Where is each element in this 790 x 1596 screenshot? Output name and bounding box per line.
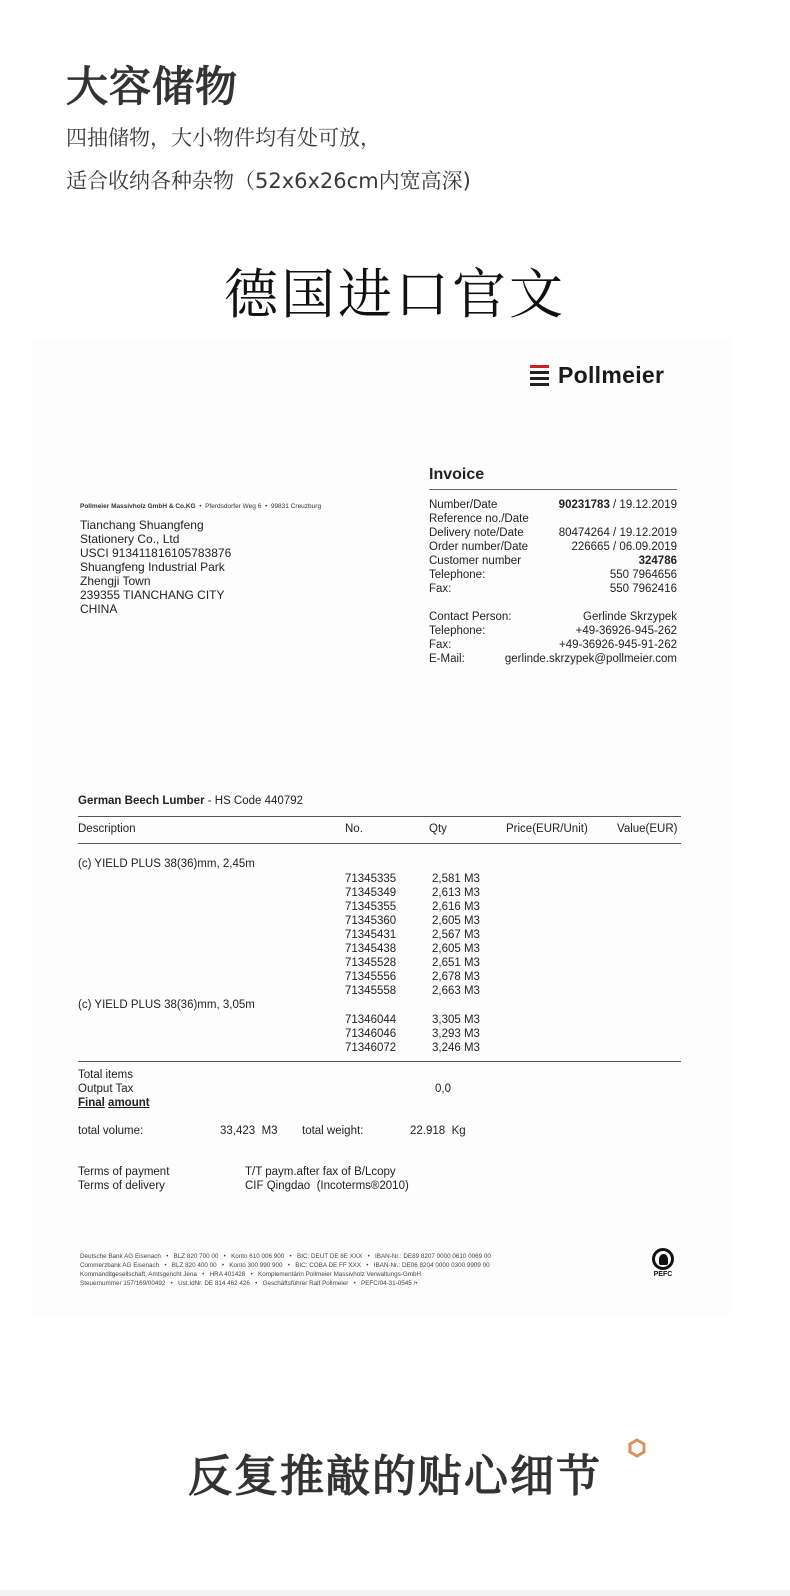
pollmeier-logo: [530, 362, 664, 389]
total-weight-label: total weight:: [302, 1125, 364, 1137]
item-number: 71345335: [345, 873, 397, 885]
address-line: CHINA: [80, 602, 118, 616]
contact-label: E-Mail:: [429, 653, 465, 665]
column-header-price: Price(EUR/Unit): [506, 823, 588, 835]
meta-label: Delivery note/Date: [429, 527, 524, 539]
customer-number: 324786: [638, 555, 677, 567]
final-amount-label: [78, 1097, 150, 1109]
item-qty: 2,581 M3: [432, 873, 480, 885]
item-qty: 3,246 M3: [432, 1042, 480, 1054]
intro-section: [0, 0, 790, 230]
meta-row-customer-number: [429, 554, 677, 568]
section-description-line-2: 适合收纳各种杂物（52x6x26cm内宽高深): [66, 169, 471, 193]
address-line: 239355 TIANCHANG CITY: [80, 588, 225, 602]
address-line: USCI 913411816105783876: [80, 546, 232, 560]
contact-value: Gerlinde Skrzypek: [583, 611, 677, 623]
item-group-label: (c) YIELD PLUS 38(36)mm, 2,45m: [78, 858, 255, 870]
item-number: 71345431: [345, 929, 397, 941]
contact-label: Fax:: [429, 639, 452, 651]
item-number: 71345355: [345, 901, 397, 913]
address-line: Shuangfeng Industrial Park: [80, 560, 225, 574]
contact-fax-row: [429, 638, 677, 652]
item-number: 71345360: [345, 915, 397, 927]
sender-company: Pollmeier Massivholz GmbH & Co.KG: [80, 503, 196, 510]
terms-delivery-label: Terms of delivery: [78, 1180, 165, 1192]
contact-email: gerlinde.skrzypek@pollmeier.com: [504, 653, 677, 665]
invoice-number: 90231783: [558, 499, 610, 511]
item-qty: 2,678 M3: [432, 971, 480, 983]
terms-delivery-value: CIF Qingdao (Incoterms®2010): [245, 1180, 409, 1192]
item-group-label: (c) YIELD PLUS 38(36)mm, 3,05m: [78, 999, 255, 1011]
pefc-logo: [646, 1248, 680, 1278]
meta-row-delivery-note: [429, 526, 677, 540]
meta-value: 80474264 / 19.12.2019: [558, 527, 677, 539]
table-bottom-rule: [78, 1061, 681, 1062]
address-line: Zhengji Town: [80, 574, 151, 588]
column-header-description: Description: [78, 823, 136, 835]
hs-code: - HS Code 440792: [204, 795, 303, 807]
item-qty: 3,293 M3: [432, 1028, 480, 1040]
item-qty: 2,616 M3: [432, 901, 480, 913]
terms-payment-label: Terms of payment: [78, 1166, 170, 1178]
total-volume-label: total volume:: [78, 1125, 144, 1137]
meta-value: 226665 / 06.09.2019: [571, 541, 677, 553]
meta-row-telephone: [429, 568, 677, 582]
meta-label: Fax:: [429, 583, 452, 595]
amount-word: amount: [108, 1097, 150, 1109]
meta-label: Customer number: [429, 555, 522, 567]
output-tax-value: 0,0: [435, 1083, 451, 1095]
column-header-qty: Qty: [429, 823, 447, 835]
item-number: 71345558: [345, 985, 397, 997]
total-volume-value: 33,423 M3: [220, 1125, 278, 1137]
item-number: 71346072: [345, 1042, 397, 1054]
document-title: 德国进口官文: [224, 263, 566, 326]
meta-label: Number/Date: [429, 499, 498, 511]
bottom-divider: [0, 1590, 790, 1596]
recipient-address: [80, 518, 231, 616]
product-name: German Beech Lumber: [78, 795, 205, 807]
meta-value: 550 7962416: [609, 583, 677, 595]
item-number: 71345438: [345, 943, 397, 955]
contact-telephone-row: [429, 624, 677, 638]
logo-text: Pollmeier: [558, 362, 665, 388]
contact-label: Contact Person:: [429, 611, 512, 623]
meta-row-fax: [429, 582, 677, 596]
invoice-date: / 19.12.2019: [609, 499, 677, 511]
meta-value: 550 7964656: [609, 569, 677, 581]
meta-label: Reference no./Date: [429, 513, 529, 525]
item-qty: 2,605 M3: [432, 943, 480, 955]
total-weight-value: 22.918 Kg: [410, 1125, 466, 1137]
hexagon-icon: [628, 1438, 646, 1458]
contact-label: Telephone:: [429, 625, 486, 637]
address-line: Tianchang Shuangfeng: [80, 518, 204, 532]
item-number: 71345528: [345, 957, 397, 969]
item-number: 71346044: [345, 1014, 397, 1026]
item-number: 71346046: [345, 1028, 397, 1040]
footer-register-line: Kommanditgesellschaft, Amtsgericht Jena • HRA 401428 • Komplementärin Pollmeier Massivholz Verwaltungs-GmbH: [80, 1271, 422, 1278]
column-header-value: Value(EUR): [617, 823, 678, 835]
item-number: 71345556: [345, 971, 397, 983]
meta-label: Telephone:: [429, 569, 486, 581]
sender-city: 99831 Creuzburg: [270, 503, 322, 510]
item-qty: 2,567 M3: [432, 929, 480, 941]
contact-value: +49-36926-945-91-262: [559, 639, 677, 651]
column-header-no: No.: [345, 823, 363, 835]
pollmeier-stripes-icon: [530, 365, 549, 386]
contact-value: +49-36926-945-262: [575, 625, 677, 637]
meta-row-number-date: [429, 498, 677, 512]
item-qty: 3,305 M3: [432, 1014, 480, 1026]
contact-person-row: [429, 610, 677, 624]
details-section-title: 反复推敲的贴心细节: [188, 1451, 602, 1502]
invoice-heading: Invoice: [429, 466, 485, 483]
footer-bank-line-2: Commerzbank AG Eisenach • BLZ 820 400 00 • Konto 300 990 900 • BIC: COBA DE FF XXX • IBAN-Nr.: DE06 8204 0000 0300 9909 00: [80, 1262, 490, 1269]
item-number: 71345349: [345, 887, 397, 899]
footer-tax-line: Steuernummer 157/169/00492 • Ust.IdNr. DE 814 462 426 • Geschäftsführer Ralf Pollmeier • PEFC/04-31-0545 /•: [80, 1280, 418, 1287]
item-qty: 2,613 M3: [432, 887, 480, 899]
divider: [429, 489, 677, 490]
sender-line: Pollmeier Massivholz GmbH & Co.KG • Pferdsdorfer Weg 6 • 99831 Creuzburg: [80, 503, 322, 510]
section-title: 大容储物: [66, 62, 239, 111]
pefc-tree-icon: [652, 1248, 674, 1270]
contact-email-row: [429, 652, 677, 666]
meta-row-reference: [429, 512, 677, 526]
address-line: Stationery Co., Ltd: [80, 532, 180, 546]
table-top-rule: [78, 816, 681, 817]
meta-label: Order number/Date: [429, 541, 529, 553]
terms-payment-value: T/T paym.after fax of B/Lcopy: [245, 1166, 396, 1178]
item-qty: 2,605 M3: [432, 915, 480, 927]
total-items-label: Total items: [78, 1069, 133, 1081]
sender-street: Pferdsdorfer Weg 6: [205, 503, 262, 510]
final-word: Final: [78, 1097, 105, 1109]
item-qty: 2,651 M3: [432, 957, 480, 969]
meta-row-order-number: [429, 540, 677, 554]
product-heading: [78, 795, 303, 807]
section-description-line-1: 四抽储物，大小物件均有处可放，: [66, 126, 381, 150]
output-tax-label: Output Tax: [78, 1083, 134, 1095]
invoice-document: [32, 338, 732, 1316]
table-header-rule: [78, 843, 681, 844]
item-qty: 2,663 M3: [432, 985, 480, 997]
pefc-label: PEFC: [653, 1271, 673, 1278]
footer-bank-line-1: Deutsche Bank AG Eisenach • BLZ 820 700 00 • Konto 610 006 900 • BIC: DEUT DE 8E XXX • IBAN-Nr.: DE89 8207 0000 0610 0069 00: [80, 1253, 491, 1260]
